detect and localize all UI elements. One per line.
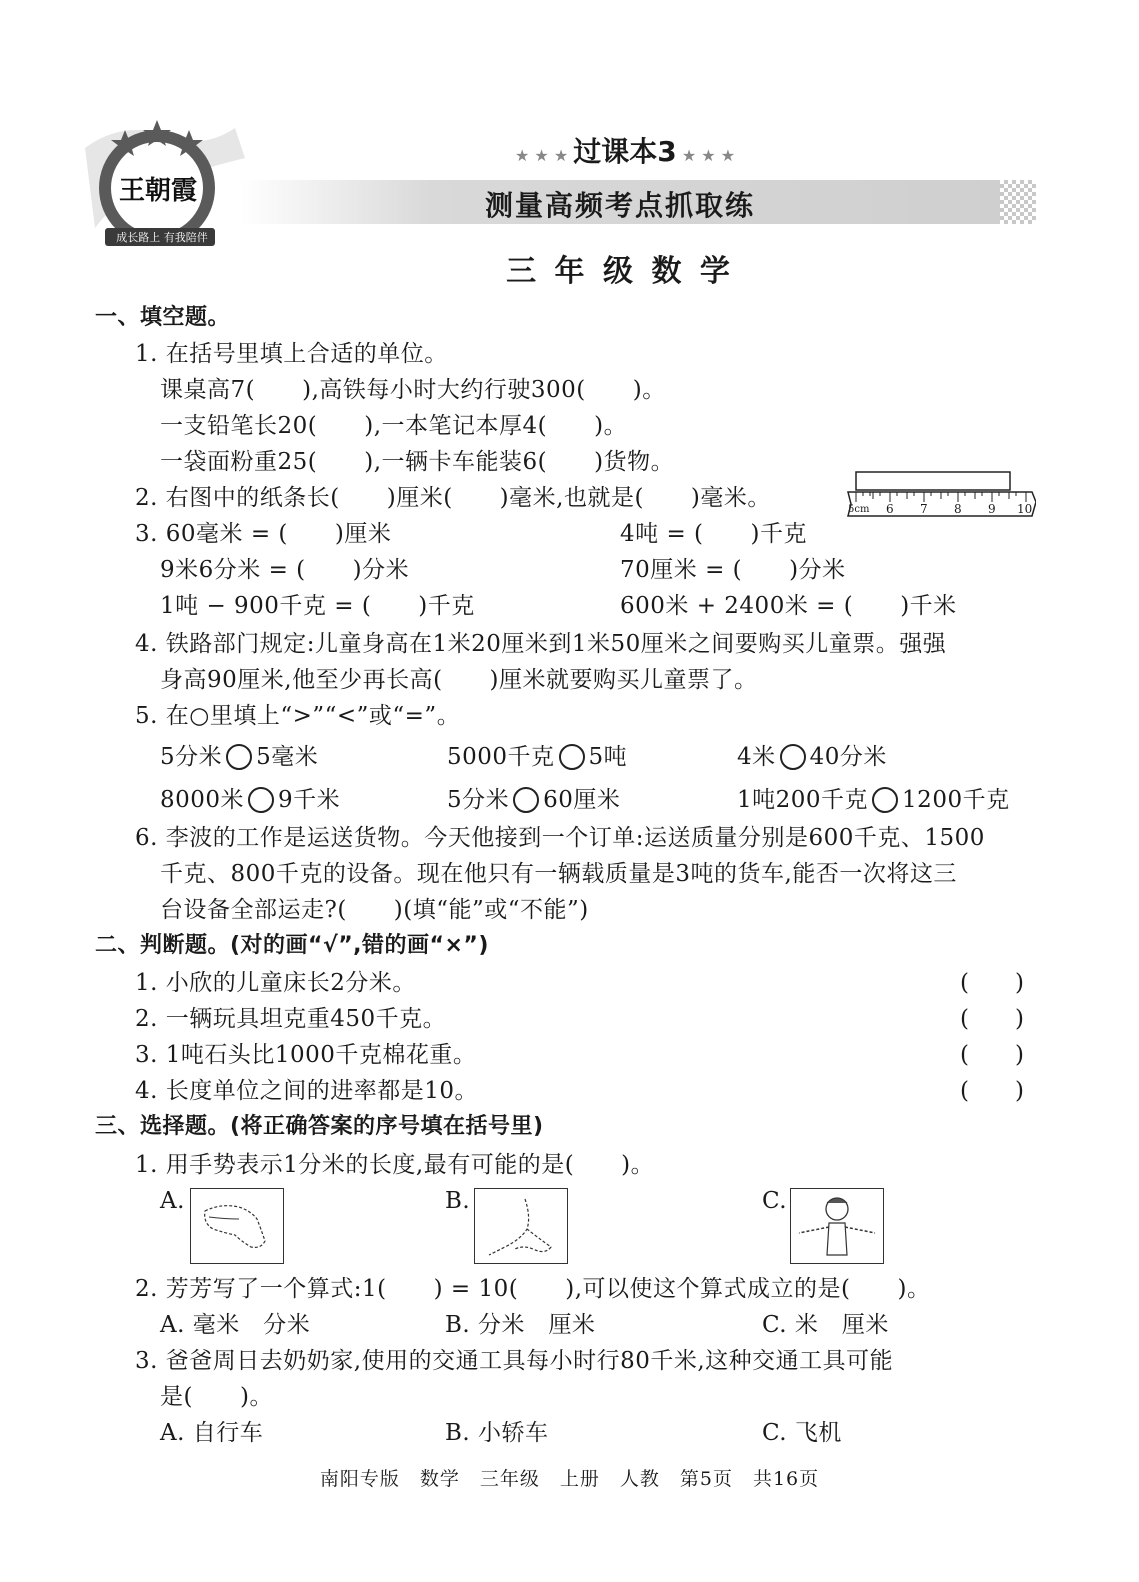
choice-q2-option-b[interactable]: B. 分米 厘米 bbox=[445, 1312, 596, 1338]
q2-stem: 2. 右图中的纸条长( )厘米( )毫米,也就是( )毫米。 bbox=[135, 485, 771, 511]
hand-gesture-icon bbox=[191, 1189, 283, 1263]
judge-answer-paren[interactable]: ( ) bbox=[960, 970, 1024, 996]
option-label-c: C. bbox=[762, 1188, 788, 1214]
choice-q1-stem: 1. 用手势表示1分米的长度,最有可能的是( )。 bbox=[135, 1152, 655, 1178]
ruler-label: 10 bbox=[1017, 502, 1033, 516]
logo-name: 王朝霞 bbox=[118, 176, 197, 206]
compare-right: 1200千克 bbox=[902, 787, 1010, 813]
subject-title: 三 年 级 数 学 bbox=[506, 254, 734, 289]
q1-line1: 课桌高7( ),高铁每小时大约行驶300( )。 bbox=[160, 377, 666, 403]
ruler-label: 6 bbox=[886, 502, 894, 516]
judge-item: 3. 1吨石头比1000千克棉花重。 bbox=[135, 1042, 477, 1068]
q5-stem: 5. 在○里填上“>”“<”或“=”。 bbox=[135, 703, 461, 729]
choice-q3-option-a[interactable]: A. 自行车 bbox=[160, 1420, 264, 1446]
compare-right: 9千米 bbox=[278, 787, 341, 813]
compare-item bbox=[737, 785, 1010, 815]
compare-right: 5毫米 bbox=[256, 744, 319, 770]
compare-item bbox=[447, 742, 627, 772]
q1-stem: 1. 在括号里填上合适的单位。 bbox=[135, 341, 448, 367]
q4-line1: 4. 铁路部门规定:儿童身高在1米20厘米到1米50厘米之间要购买儿童票。强强 bbox=[135, 631, 947, 657]
compare-item bbox=[447, 785, 620, 815]
q3-b: 4吨 = ( )千克 bbox=[620, 521, 807, 547]
banner-checker-pattern bbox=[1000, 180, 1036, 224]
option-label-a: A. bbox=[160, 1188, 185, 1214]
compare-left: 5分米 bbox=[160, 744, 223, 770]
choice-q2-option-a[interactable]: A. 毫米 分米 bbox=[160, 1312, 311, 1338]
choice-q3-line1: 3. 爸爸周日去奶奶家,使用的交通工具每小时行80千米,这种交通工具可能 bbox=[135, 1348, 894, 1374]
section1-title: 一、填空题。 bbox=[95, 305, 231, 330]
choice-q3-option-c[interactable]: C. 飞机 bbox=[762, 1420, 842, 1446]
compare-left: 1吨200千克 bbox=[737, 787, 869, 813]
choice-q2-option-c[interactable]: C. 米 厘米 bbox=[762, 1312, 889, 1338]
compare-circle[interactable] bbox=[248, 787, 274, 813]
judge-answer-paren[interactable]: ( ) bbox=[960, 1006, 1024, 1032]
ruler-label: 5cm bbox=[848, 504, 870, 515]
q3-e: 1吨 − 900千克 = ( )千克 bbox=[160, 593, 475, 619]
logo bbox=[85, 118, 245, 258]
compare-right: 60厘米 bbox=[543, 787, 621, 813]
q1-line3: 一袋面粉重25( ),一辆卡车能装6( )货物。 bbox=[160, 449, 675, 475]
ruler-icon bbox=[846, 470, 1036, 526]
compare-circle[interactable] bbox=[513, 787, 539, 813]
q3-c: 9米6分米 = ( )分米 bbox=[160, 557, 410, 583]
option-label-b: B. bbox=[445, 1188, 471, 1214]
ruler-label: 8 bbox=[954, 502, 962, 516]
judge-item: 4. 长度单位之间的进率都是10。 bbox=[135, 1078, 479, 1104]
logo-slogan: 成长路上 有我陪伴 bbox=[116, 231, 208, 244]
compare-right: 40分米 bbox=[809, 744, 887, 770]
person-arms-out-icon bbox=[791, 1189, 883, 1263]
judge-item: 1. 小欣的儿童床长2分米。 bbox=[135, 970, 416, 996]
compare-item bbox=[160, 785, 340, 815]
q6-line2: 千克、800千克的设备。现在他只有一辆载质量是3吨的货车,能否一次将这三 bbox=[160, 861, 957, 887]
judge-item: 2. 一辆玩具坦克重450千克。 bbox=[135, 1006, 447, 1032]
choice-q3-line2: 是( )。 bbox=[160, 1384, 273, 1410]
section2-title: 二、判断题。(对的画“√”,错的画“×”) bbox=[95, 933, 489, 958]
compare-left: 8000米 bbox=[160, 787, 245, 813]
compare-item bbox=[160, 742, 318, 772]
gesture-image-a[interactable] bbox=[190, 1188, 284, 1264]
series-title: 过课本3 bbox=[573, 135, 677, 168]
ruler-label: 7 bbox=[920, 502, 928, 516]
q3-f: 600米 + 2400米 = ( )千米 bbox=[620, 593, 957, 619]
star-left-icon: ★ ★ ★ bbox=[514, 146, 569, 165]
page-footer: 南阳专版 数学 三年级 上册 人教 第5页 共16页 bbox=[319, 1468, 820, 1490]
series-title-row bbox=[500, 130, 750, 170]
choice-q2-stem: 2. 芳芳写了一个算式:1( ) = 10( ),可以使这个算式成立的是( )。 bbox=[135, 1276, 931, 1302]
ruler-figure bbox=[846, 470, 1036, 526]
judge-answer-paren[interactable]: ( ) bbox=[960, 1042, 1024, 1068]
compare-right: 5吨 bbox=[588, 744, 628, 770]
hand-gesture-icon bbox=[475, 1189, 567, 1263]
judge-answer-paren[interactable]: ( ) bbox=[960, 1078, 1024, 1104]
q4-line2: 身高90厘米,他至少再长高( )厘米就要购买儿童票了。 bbox=[160, 667, 758, 693]
gesture-image-c[interactable] bbox=[790, 1188, 884, 1264]
q3-d: 70厘米 = ( )分米 bbox=[620, 557, 846, 583]
gesture-image-b[interactable] bbox=[474, 1188, 568, 1264]
banner-title: 测量高频考点抓取练 bbox=[484, 189, 755, 222]
compare-item bbox=[737, 742, 887, 772]
star-right-icon: ★ ★ ★ bbox=[681, 146, 736, 165]
ruler-label: 9 bbox=[988, 502, 996, 516]
compare-circle[interactable] bbox=[780, 744, 806, 770]
q6-line3: 台设备全部运走?( )(填“能”或“不能”) bbox=[160, 897, 589, 923]
compare-left: 5000千克 bbox=[447, 744, 555, 770]
choice-q3-option-b[interactable]: B. 小轿车 bbox=[445, 1420, 549, 1446]
compare-circle[interactable] bbox=[872, 787, 898, 813]
q1-line2: 一支铅笔长20( ),一本笔记本厚4( )。 bbox=[160, 413, 628, 439]
compare-circle[interactable] bbox=[226, 744, 252, 770]
section3-title: 三、选择题。(将正确答案的序号填在括号里) bbox=[95, 1114, 544, 1139]
compare-circle[interactable] bbox=[559, 744, 585, 770]
q6-line1: 6. 李波的工作是运送货物。今天他接到一个订单:运送质量分别是600千克、1500 bbox=[135, 825, 985, 851]
compare-left: 5分米 bbox=[447, 787, 510, 813]
compare-left: 4米 bbox=[737, 744, 776, 770]
q3-a: 3. 60毫米 = ( )厘米 bbox=[135, 521, 392, 547]
